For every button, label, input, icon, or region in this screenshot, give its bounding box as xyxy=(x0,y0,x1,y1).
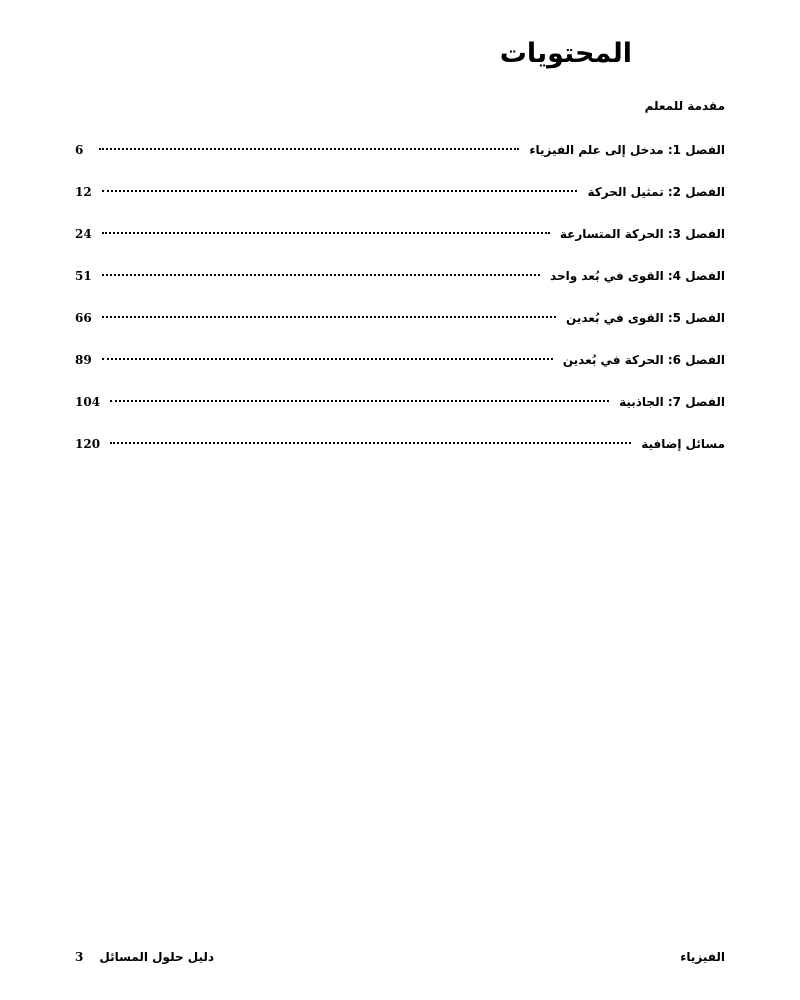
toc-entry-label: الفصل 7: الجاذبية xyxy=(619,395,725,409)
footer-page-number: 3 xyxy=(75,950,84,964)
toc-entry xyxy=(75,388,725,430)
footer-subject: الفيزياء xyxy=(680,950,725,964)
toc-entry xyxy=(75,304,725,346)
toc-entry-label: الفصل 6: الحركة في بُعدين xyxy=(562,353,725,367)
toc-entry xyxy=(75,136,725,178)
toc-dot-leader xyxy=(102,358,553,360)
toc-entry-label: الفصل 3: الحركة المتسارعة xyxy=(559,227,725,241)
toc-entry xyxy=(75,220,725,262)
toc-entry-label: الفصل 1: مدخل إلى علم الفيزياء xyxy=(529,143,725,157)
toc-entry-label: الفصل 2: تمثيل الحركة xyxy=(587,185,725,199)
toc-entry-page: 89 xyxy=(75,353,92,367)
toc-entry xyxy=(75,178,725,220)
toc-dot-leader xyxy=(102,274,540,276)
footer-book-title: دليل حلول المسائل xyxy=(99,950,215,964)
toc-entry-page: 120 xyxy=(75,437,101,451)
toc-entry-label: مسائل إضافية xyxy=(641,437,725,451)
toc-entry-page: 12 xyxy=(75,185,92,199)
toc-dot-leader xyxy=(102,190,578,192)
toc-entry xyxy=(75,262,725,304)
page-title: المحتويات xyxy=(499,38,632,69)
toc-entry-page: 66 xyxy=(75,311,92,325)
toc-entry-label: الفصل 4: القوى في بُعد واحد xyxy=(550,269,725,283)
toc-entry-page: 104 xyxy=(75,395,101,409)
footer-left-group xyxy=(75,950,214,964)
toc-dot-leader xyxy=(110,442,631,444)
toc-dot-leader xyxy=(99,148,519,150)
toc-dot-leader xyxy=(110,400,609,402)
toc-entry xyxy=(75,430,725,472)
toc-entry xyxy=(75,346,725,388)
page-footer xyxy=(75,950,725,970)
toc-entry-label: الفصل 5: القوى في بُعدين xyxy=(566,311,725,325)
toc-entry-page: 6 xyxy=(75,143,84,157)
table-of-contents xyxy=(75,136,725,472)
toc-intro-entry: مقدمة للمعلم xyxy=(644,99,725,113)
toc-entry-page: 51 xyxy=(75,269,92,283)
toc-dot-leader xyxy=(102,232,550,234)
toc-dot-leader xyxy=(102,316,556,318)
toc-entry-page: 24 xyxy=(75,227,92,241)
